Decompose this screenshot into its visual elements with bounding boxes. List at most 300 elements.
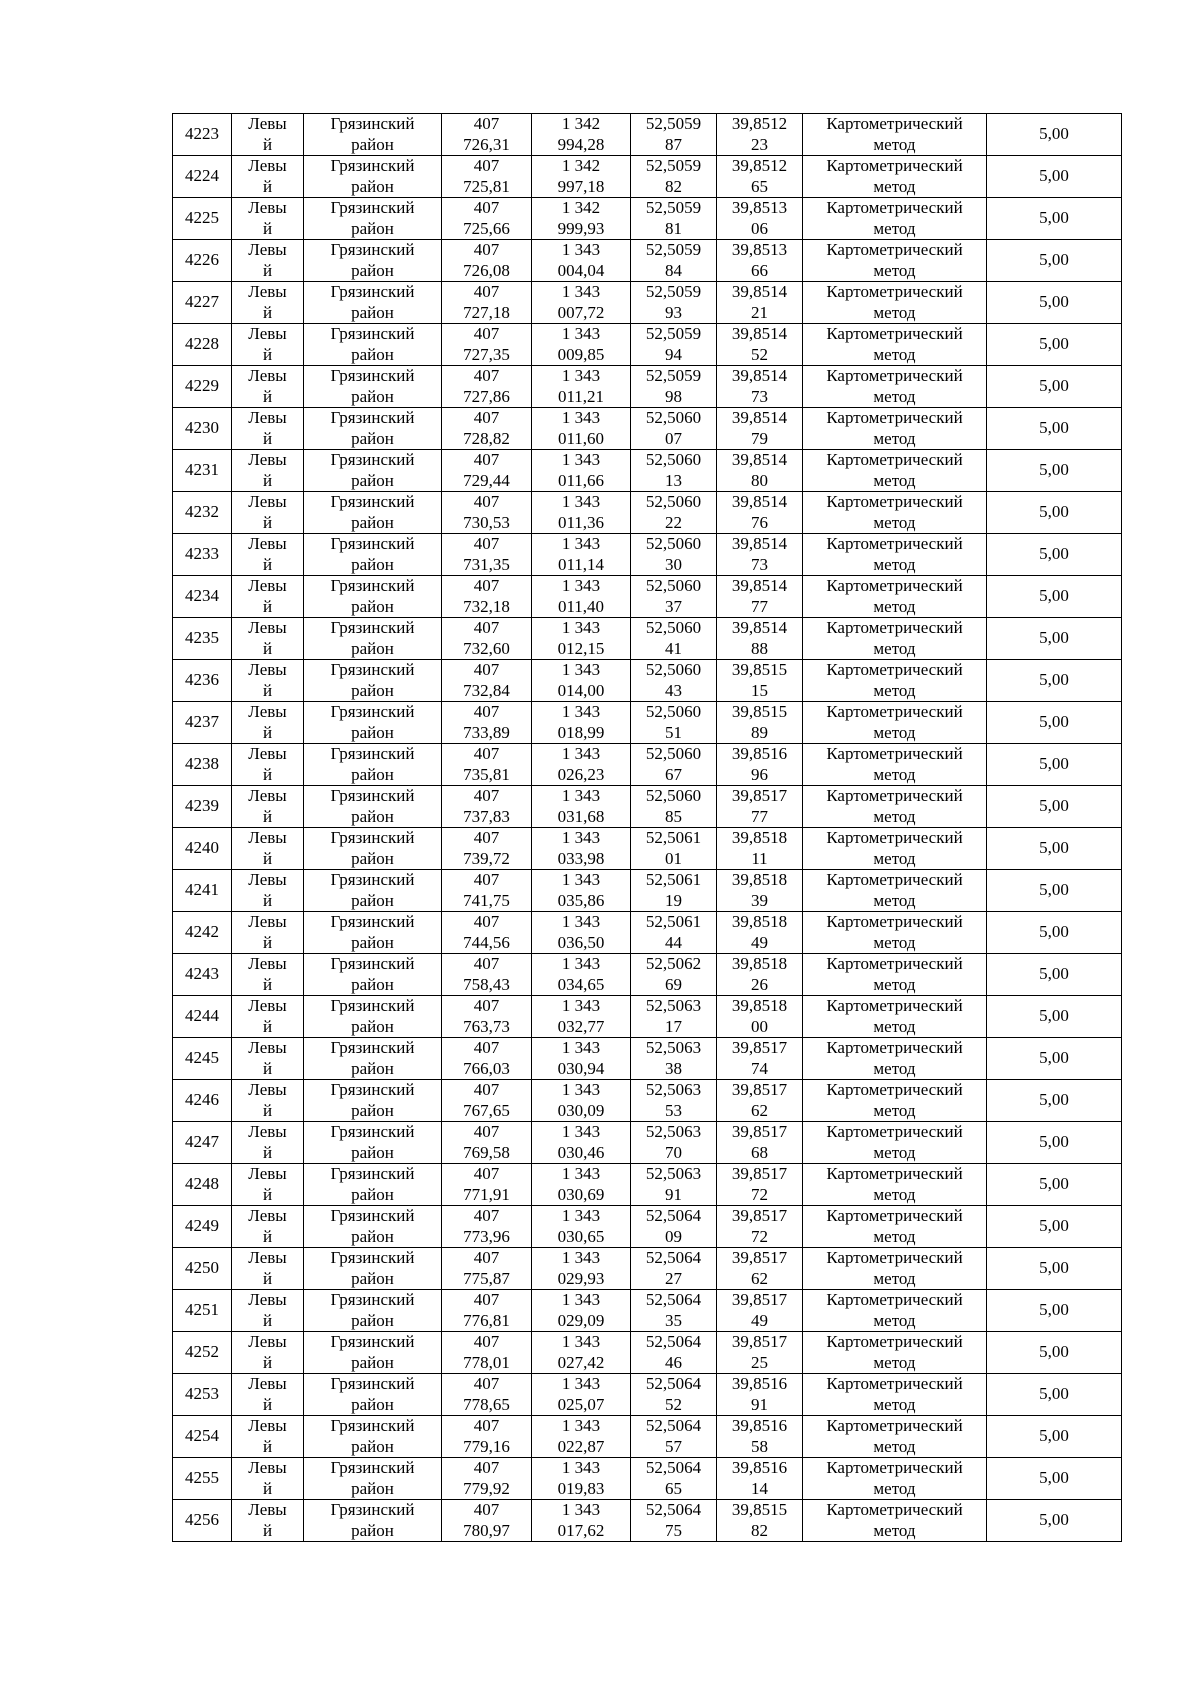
latitude-cell <box>631 576 717 618</box>
latitude-cell <box>631 996 717 1038</box>
longitude-cell <box>717 450 803 492</box>
coord-x-cell <box>442 1080 532 1122</box>
coord-y-cell <box>532 1248 631 1290</box>
cell-text: 407 <box>473 660 500 679</box>
cell-text: 79 <box>751 428 768 448</box>
method-cell <box>803 576 987 618</box>
cell-text: й <box>262 1352 273 1372</box>
cell-text: Левы <box>248 828 287 847</box>
cell-text: 85 <box>665 806 682 826</box>
method-cell <box>803 1290 987 1332</box>
accuracy-cell <box>987 1332 1122 1374</box>
cell-text: 997,18 <box>557 176 605 196</box>
cell-text: 52,5060 <box>645 618 702 637</box>
accuracy-cell <box>987 1038 1122 1080</box>
cell-text: 39,8514 <box>731 492 788 511</box>
coord-y-cell <box>532 828 631 870</box>
district-cell <box>304 744 442 786</box>
cell-text: 407 <box>473 618 500 637</box>
longitude-cell <box>717 912 803 954</box>
cell-text: 025,07 <box>557 1394 605 1414</box>
cell-text: 776,81 <box>463 1310 510 1330</box>
cell-text: 4254 <box>185 1426 219 1446</box>
table-row <box>173 1080 1122 1122</box>
district-cell <box>304 240 442 282</box>
cell-text: й <box>262 302 273 322</box>
cell-text: 52,5060 <box>645 702 702 721</box>
district-cell <box>304 912 442 954</box>
cell-text: Левы <box>248 240 287 259</box>
accuracy-cell <box>987 660 1122 702</box>
cell-text: 00 <box>751 1016 768 1036</box>
cell-text: 5,00 <box>1039 1048 1069 1068</box>
cell-text: 52,5064 <box>645 1206 702 1225</box>
point-number-cell <box>173 1038 232 1080</box>
cell-text: 778,01 <box>463 1352 510 1372</box>
cell-text: й <box>262 1142 273 1162</box>
point-number-cell <box>173 786 232 828</box>
latitude-cell <box>631 1374 717 1416</box>
cell-text: Картометрический <box>826 786 963 805</box>
point-number-cell <box>173 660 232 702</box>
cell-text: 767,65 <box>463 1100 510 1120</box>
cell-text: 035,86 <box>557 890 605 910</box>
coord-y-cell <box>532 1458 631 1500</box>
cell-text: 62 <box>751 1268 768 1288</box>
district-cell <box>304 1332 442 1374</box>
point-number-cell <box>173 576 232 618</box>
cell-text: Грязинский <box>330 366 415 385</box>
longitude-cell <box>717 1080 803 1122</box>
side-cell <box>232 702 304 744</box>
accuracy-cell <box>987 1122 1122 1164</box>
cell-text: 407 <box>473 1248 500 1267</box>
cell-text: 1 343 <box>561 912 601 931</box>
cell-text: район <box>351 1520 394 1540</box>
cell-text: 5,00 <box>1039 670 1069 690</box>
longitude-cell <box>717 156 803 198</box>
cell-text: Картометрический <box>826 954 963 973</box>
accuracy-cell <box>987 114 1122 156</box>
cell-text: район <box>351 1016 394 1036</box>
latitude-cell <box>631 450 717 492</box>
cell-text: 011,36 <box>557 512 605 532</box>
latitude-cell <box>631 492 717 534</box>
cell-text: Грязинский <box>330 492 415 511</box>
latitude-cell <box>631 1500 717 1542</box>
cell-text: метод <box>873 1184 916 1204</box>
cell-text: 13 <box>665 470 682 490</box>
cell-text: Грязинский <box>330 240 415 259</box>
cell-text: 732,60 <box>463 638 510 658</box>
cell-text: 407 <box>473 492 500 511</box>
cell-text: Картометрический <box>826 870 963 889</box>
method-cell <box>803 1248 987 1290</box>
cell-text: 39,8515 <box>731 702 788 721</box>
cell-text: Грязинский <box>330 1206 415 1225</box>
cell-text: 52,5061 <box>645 870 702 889</box>
cell-text: Грязинский <box>330 1458 415 1477</box>
point-number-cell <box>173 408 232 450</box>
cell-text: Левы <box>248 954 287 973</box>
cell-text: 741,75 <box>463 890 510 910</box>
cell-text: 4233 <box>185 544 219 564</box>
cell-text: 1 343 <box>561 450 601 469</box>
coord-x-cell <box>442 198 532 240</box>
method-cell <box>803 1080 987 1122</box>
table-row <box>173 198 1122 240</box>
cell-text: 52 <box>751 344 768 364</box>
cell-text: 1 342 <box>561 198 601 217</box>
district-cell <box>304 1458 442 1500</box>
side-cell <box>232 1038 304 1080</box>
cell-text: 5,00 <box>1039 1132 1069 1152</box>
cell-text: 1 343 <box>561 534 601 553</box>
point-number-cell <box>173 828 232 870</box>
cell-text: Левы <box>248 1332 287 1351</box>
cell-text: й <box>262 764 273 784</box>
cell-text: й <box>262 386 273 406</box>
longitude-cell <box>717 576 803 618</box>
cell-text: Левы <box>248 786 287 805</box>
coord-y-cell <box>532 744 631 786</box>
cell-text: Левы <box>248 1416 287 1435</box>
cell-text: Левы <box>248 1038 287 1057</box>
coord-y-cell <box>532 1206 631 1248</box>
cell-text: 1 343 <box>561 660 601 679</box>
cell-text: 52,5060 <box>645 450 702 469</box>
cell-text: й <box>262 176 273 196</box>
side-cell <box>232 576 304 618</box>
coord-y-cell <box>532 786 631 828</box>
cell-text: 4226 <box>185 250 219 270</box>
cell-text: район <box>351 722 394 742</box>
side-cell <box>232 324 304 366</box>
cell-text: 1 343 <box>561 1332 601 1351</box>
coord-x-cell <box>442 1458 532 1500</box>
side-cell <box>232 240 304 282</box>
cell-text: 5,00 <box>1039 628 1069 648</box>
point-number-cell <box>173 534 232 576</box>
cell-text: Левы <box>248 1122 287 1141</box>
cell-text: 4245 <box>185 1048 219 1068</box>
cell-text: Картометрический <box>826 1080 963 1099</box>
side-cell <box>232 1206 304 1248</box>
cell-text: 39,8517 <box>731 1248 788 1267</box>
cell-text: Грязинский <box>330 534 415 553</box>
point-number-cell <box>173 1332 232 1374</box>
point-number-cell <box>173 870 232 912</box>
cell-text: 39,8515 <box>731 660 788 679</box>
cell-text: Картометрический <box>826 492 963 511</box>
cell-text: 5,00 <box>1039 838 1069 858</box>
coordinates-table <box>172 113 1122 1542</box>
method-cell <box>803 870 987 912</box>
cell-text: 17 <box>665 1016 682 1036</box>
cell-text: 744,56 <box>463 932 510 952</box>
point-number-cell <box>173 744 232 786</box>
cell-text: район <box>351 680 394 700</box>
cell-text: район <box>351 1352 394 1372</box>
cell-text: 5,00 <box>1039 1216 1069 1236</box>
cell-text: 1 343 <box>561 1122 601 1141</box>
cell-text: Левы <box>248 114 287 133</box>
cell-text: 5,00 <box>1039 124 1069 144</box>
table-row <box>173 1038 1122 1080</box>
cell-text: 65 <box>751 176 768 196</box>
cell-text: Грязинский <box>330 618 415 637</box>
cell-text: 5,00 <box>1039 418 1069 438</box>
cell-text: метод <box>873 554 916 574</box>
cell-text: Грязинский <box>330 1122 415 1141</box>
cell-text: 39,8516 <box>731 744 788 763</box>
cell-text: 5,00 <box>1039 544 1069 564</box>
point-number-cell <box>173 324 232 366</box>
cell-text: й <box>262 1520 273 1540</box>
cell-text: Грязинский <box>330 828 415 847</box>
district-cell <box>304 576 442 618</box>
cell-text: 1 343 <box>561 1080 601 1099</box>
point-number-cell <box>173 240 232 282</box>
cell-text: Левы <box>248 1290 287 1309</box>
point-number-cell <box>173 1080 232 1122</box>
table-body <box>173 114 1122 1542</box>
cell-text: метод <box>873 764 916 784</box>
cell-text: 771,91 <box>463 1184 510 1204</box>
cell-text: 21 <box>751 302 768 322</box>
latitude-cell <box>631 870 717 912</box>
coord-x-cell <box>442 954 532 996</box>
cell-text: 14 <box>751 1478 768 1498</box>
side-cell <box>232 282 304 324</box>
cell-text: 26 <box>751 974 768 994</box>
cell-text: 731,35 <box>463 554 510 574</box>
cell-text: 39,8517 <box>731 1080 788 1099</box>
table-row <box>173 870 1122 912</box>
coord-y-cell <box>532 1080 631 1122</box>
cell-text: Левы <box>248 1080 287 1099</box>
cell-text: 407 <box>473 324 500 343</box>
longitude-cell <box>717 1248 803 1290</box>
cell-text: 4255 <box>185 1468 219 1488</box>
cell-text: 5,00 <box>1039 880 1069 900</box>
table-row <box>173 534 1122 576</box>
table-row <box>173 996 1122 1038</box>
table-row <box>173 1206 1122 1248</box>
accuracy-cell <box>987 1248 1122 1290</box>
cell-text: район <box>351 1478 394 1498</box>
cell-text: 49 <box>751 932 768 952</box>
cell-text: Картометрический <box>826 1164 963 1183</box>
cell-text: 019,83 <box>557 1478 605 1498</box>
cell-text: 4256 <box>185 1510 219 1530</box>
cell-text: 728,82 <box>463 428 510 448</box>
accuracy-cell <box>987 408 1122 450</box>
longitude-cell <box>717 1206 803 1248</box>
method-cell <box>803 324 987 366</box>
cell-text: 4241 <box>185 880 219 900</box>
cell-text: район <box>351 1436 394 1456</box>
table-row <box>173 1164 1122 1206</box>
cell-text: 15 <box>751 680 768 700</box>
cell-text: 52,5062 <box>645 954 702 973</box>
cell-text: 5,00 <box>1039 712 1069 732</box>
accuracy-cell <box>987 240 1122 282</box>
table-row <box>173 786 1122 828</box>
cell-text: 87 <box>665 134 682 154</box>
method-cell <box>803 366 987 408</box>
cell-text: й <box>262 134 273 154</box>
longitude-cell <box>717 1038 803 1080</box>
cell-text: 007,72 <box>557 302 605 322</box>
coord-x-cell <box>442 282 532 324</box>
cell-text: 52,5063 <box>645 1080 702 1099</box>
coord-y-cell <box>532 1416 631 1458</box>
latitude-cell <box>631 198 717 240</box>
cell-text: Картометрический <box>826 198 963 217</box>
coord-x-cell <box>442 786 532 828</box>
cell-text: Грязинский <box>330 156 415 175</box>
cell-text: район <box>351 638 394 658</box>
cell-text: 407 <box>473 534 500 553</box>
cell-text: Грязинский <box>330 744 415 763</box>
coord-y-cell <box>532 702 631 744</box>
cell-text: 81 <box>665 218 682 238</box>
cell-text: 23 <box>751 134 768 154</box>
point-number-cell <box>173 1122 232 1164</box>
cell-text: район <box>351 134 394 154</box>
cell-text: 1 343 <box>561 1458 601 1477</box>
cell-text: 52,5064 <box>645 1458 702 1477</box>
accuracy-cell <box>987 156 1122 198</box>
cell-text: метод <box>873 1310 916 1330</box>
cell-text: 5,00 <box>1039 1426 1069 1446</box>
cell-text: Картометрический <box>826 1332 963 1351</box>
cell-text: 5,00 <box>1039 1090 1069 1110</box>
accuracy-cell <box>987 702 1122 744</box>
coord-y-cell <box>532 198 631 240</box>
cell-text: Левы <box>248 870 287 889</box>
cell-text: 52,5059 <box>645 366 702 385</box>
cell-text: 1 343 <box>561 702 601 721</box>
cell-text: Левы <box>248 282 287 301</box>
cell-text: метод <box>873 638 916 658</box>
point-number-cell <box>173 618 232 660</box>
method-cell <box>803 660 987 702</box>
cell-text: Левы <box>248 450 287 469</box>
longitude-cell <box>717 996 803 1038</box>
cell-text: 1 343 <box>561 324 601 343</box>
cell-text: 012,15 <box>557 638 605 658</box>
cell-text: район <box>351 932 394 952</box>
cell-text: 5,00 <box>1039 334 1069 354</box>
cell-text: 407 <box>473 1206 500 1225</box>
cell-text: 52,5059 <box>645 198 702 217</box>
coord-x-cell <box>442 492 532 534</box>
cell-text: район <box>351 1310 394 1330</box>
cell-text: Картометрический <box>826 660 963 679</box>
cell-text: Картометрический <box>826 408 963 427</box>
coord-x-cell <box>442 1248 532 1290</box>
cell-text: 5,00 <box>1039 1384 1069 1404</box>
cell-text: Грязинский <box>330 198 415 217</box>
cell-text: метод <box>873 344 916 364</box>
cell-text: 39,8514 <box>731 324 788 343</box>
cell-text: район <box>351 554 394 574</box>
cell-text: 39,8514 <box>731 450 788 469</box>
cell-text: 52,5063 <box>645 1164 702 1183</box>
cell-text: 011,21 <box>557 386 605 406</box>
cell-text: 09 <box>665 1226 682 1246</box>
cell-text: 732,18 <box>463 596 510 616</box>
cell-text: Грязинский <box>330 1374 415 1393</box>
cell-text: район <box>351 806 394 826</box>
latitude-cell <box>631 1038 717 1080</box>
cell-text: 39,8518 <box>731 996 788 1015</box>
cell-text: 06 <box>751 218 768 238</box>
cell-text: 52,5059 <box>645 324 702 343</box>
cell-text: Грязинский <box>330 1080 415 1099</box>
cell-text: 68 <box>751 1142 768 1162</box>
cell-text: 739,72 <box>463 848 510 868</box>
cell-text: 52 <box>665 1394 682 1414</box>
cell-text: 758,43 <box>463 974 510 994</box>
cell-text: 407 <box>473 954 500 973</box>
cell-text: Грязинский <box>330 786 415 805</box>
cell-text: 407 <box>473 1122 500 1141</box>
latitude-cell <box>631 1416 717 1458</box>
method-cell <box>803 408 987 450</box>
cell-text: 4249 <box>185 1216 219 1236</box>
coord-x-cell <box>442 828 532 870</box>
cell-text: 72 <box>751 1184 768 1204</box>
cell-text: район <box>351 1100 394 1120</box>
cell-text: 5,00 <box>1039 1174 1069 1194</box>
cell-text: 52,5061 <box>645 828 702 847</box>
method-cell <box>803 492 987 534</box>
method-cell <box>803 1164 987 1206</box>
table-row <box>173 576 1122 618</box>
cell-text: й <box>262 848 273 868</box>
cell-text: Картометрический <box>826 912 963 931</box>
accuracy-cell <box>987 618 1122 660</box>
cell-text: 39,8517 <box>731 1206 788 1225</box>
cell-text: й <box>262 1100 273 1120</box>
cell-text: 52,5064 <box>645 1416 702 1435</box>
latitude-cell <box>631 324 717 366</box>
cell-text: Грязинский <box>330 450 415 469</box>
latitude-cell <box>631 408 717 450</box>
side-cell <box>232 996 304 1038</box>
cell-text: 1 342 <box>561 156 601 175</box>
cell-text: 39,8514 <box>731 576 788 595</box>
cell-text: 726,31 <box>463 134 510 154</box>
latitude-cell <box>631 1332 717 1374</box>
cell-text: 011,60 <box>557 428 605 448</box>
cell-text: 727,35 <box>463 344 510 364</box>
cell-text: 407 <box>473 870 500 889</box>
cell-text: район <box>351 1142 394 1162</box>
cell-text: 82 <box>665 176 682 196</box>
coord-y-cell <box>532 1332 631 1374</box>
cell-text: район <box>351 1226 394 1246</box>
cell-text: Грязинский <box>330 324 415 343</box>
cell-text: й <box>262 1436 273 1456</box>
cell-text: й <box>262 1226 273 1246</box>
accuracy-cell <box>987 996 1122 1038</box>
district-cell <box>304 1416 442 1458</box>
cell-text: Грязинский <box>330 702 415 721</box>
